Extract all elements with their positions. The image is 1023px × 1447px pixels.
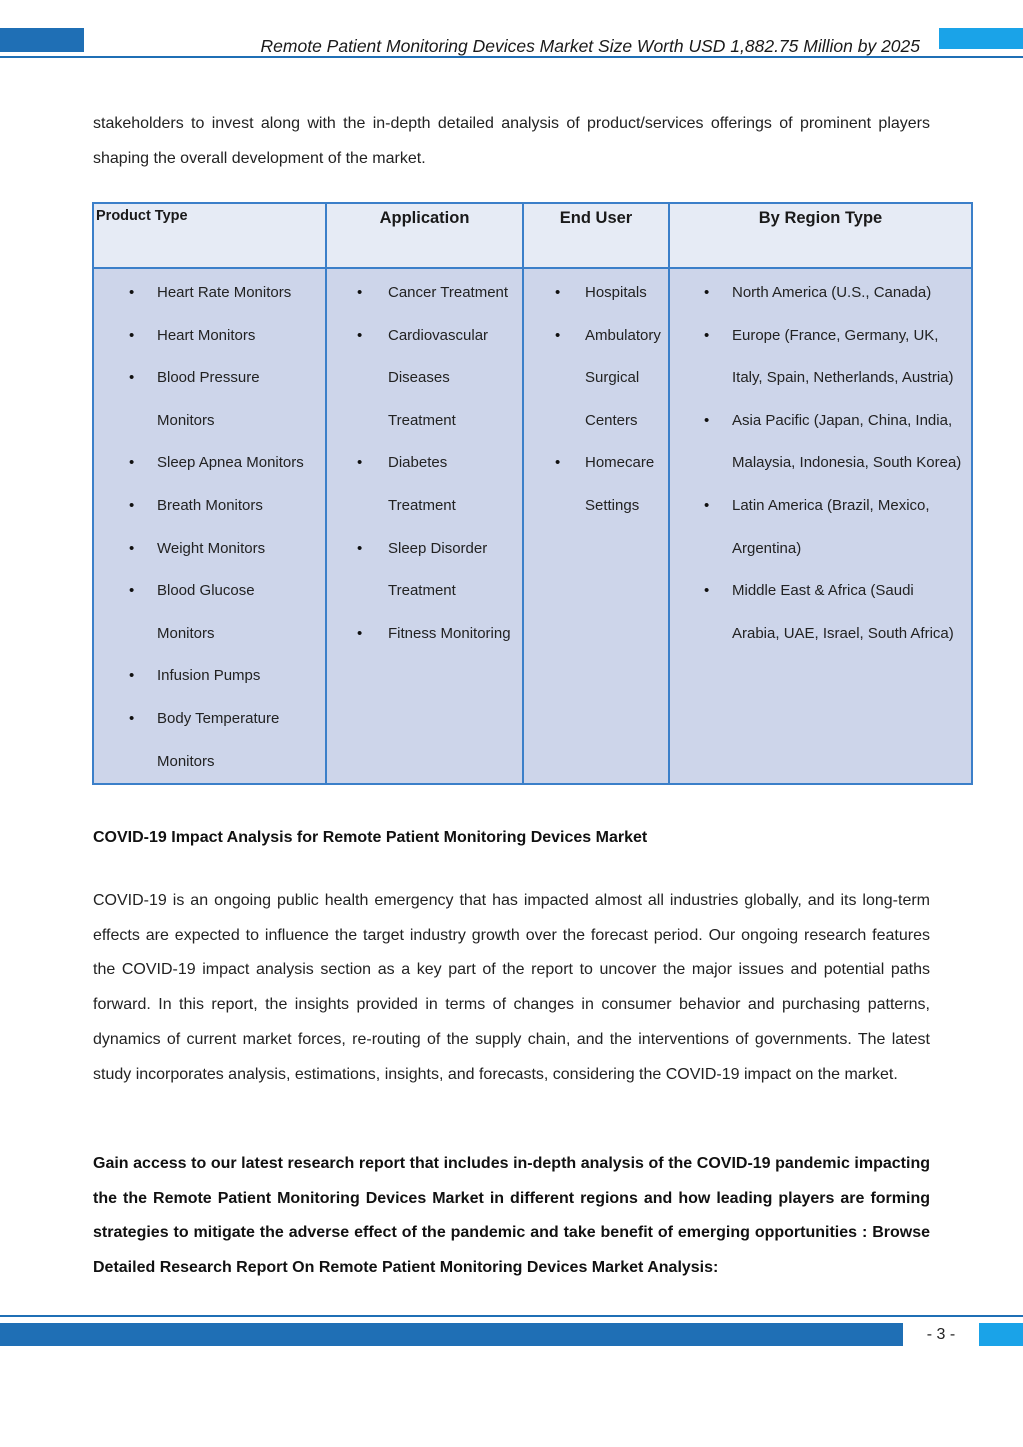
list-item-continued: Italy, Spain, Netherlands, Austria) xyxy=(732,369,954,387)
header-rule xyxy=(0,56,1023,58)
header-region: By Region Type xyxy=(669,203,972,268)
header-application: Application xyxy=(326,203,523,268)
list-item: • Cardiovascular xyxy=(327,315,522,358)
footer-rule xyxy=(0,1315,1023,1317)
list-item-continued: Monitors xyxy=(157,624,215,642)
page-number: - 3 - xyxy=(926,1326,956,1343)
list-item-continued: Centers xyxy=(585,411,638,429)
header-accent-left xyxy=(0,28,84,52)
list-item: • Asia Pacific (Japan, China, India, xyxy=(670,400,971,443)
list-item: • Weight Monitors xyxy=(94,528,325,571)
covid-heading: COVID-19 Impact Analysis for Remote Patient Monitoring Devices Market xyxy=(93,829,648,846)
list-item: • Breath Monitors xyxy=(94,485,325,528)
list-item-continued: Malaysia, Indonesia, South Korea) xyxy=(732,454,962,472)
footer-accent-right xyxy=(979,1323,1023,1346)
footer-bar xyxy=(0,1323,903,1346)
end-user-column xyxy=(523,268,669,784)
list-item: • Sleep Disorder xyxy=(327,528,522,571)
list-item: • Fitness Monitoring xyxy=(327,613,522,656)
header-product-type: Product Type xyxy=(93,203,326,268)
list-item-continued: Diseases xyxy=(388,369,450,387)
header-accent-right xyxy=(939,28,1023,49)
covid-paragraph: COVID-19 is an ongoing public health emergency that has impacted almost all industries globally, and its long-term effects are expected to influence the target industry growth over the forecast period. Our ongoing research features the COVID-19 impact analysis section as a key part of the report to uncover the major issues and potential paths forward. In this report, the insights provided in terms of changes in consumer behavior and purchasing patterns, dynamics of current market forces, re-routing of the supply chain, and the interventions of governments. The latest study incorporates analysis, estimations, insights, and forecasts, considering the COVID-19 impact on the market. xyxy=(93,892,930,1083)
list-item: • Homecare xyxy=(524,442,668,485)
list-item: • Body Temperature xyxy=(94,698,325,741)
segmentation-table xyxy=(92,202,973,785)
list-item: • Blood Pressure xyxy=(94,357,325,400)
list-item: • Blood Glucose xyxy=(94,570,325,613)
list-item: • Heart Monitors xyxy=(94,315,325,358)
list-item-continued: Settings xyxy=(585,496,640,514)
list-item: • Middle East & Africa (Saudi xyxy=(670,570,971,613)
list-item: • Infusion Pumps xyxy=(94,655,325,698)
list-item: • Europe (France, Germany, UK, xyxy=(670,315,971,358)
list-item: • Hospitals xyxy=(524,272,668,315)
list-item-continued: Surgical xyxy=(585,369,640,387)
list-item: • Sleep Apnea Monitors xyxy=(94,442,325,485)
application-column xyxy=(326,268,523,784)
covid-cta-paragraph: Gain access to our latest research report that includes in-depth analysis of the COVID-19 pandemic impacting the the Remote Patient Monitoring Devices Market in different regions and how leading players are forming strategies to mitigate the adverse effect of the pandemic and take benefit of emerging opportunities : Browse Detailed Research Report On Remote Patient Monitoring Devices Market Analysis: xyxy=(93,1155,930,1277)
list-item-continued: Treatment xyxy=(388,411,456,429)
intro-paragraph: stakeholders to invest along with the in-depth detailed analysis of product/services offerings of prominent players shaping the overall development of the market. xyxy=(93,115,930,167)
header-title: Remote Patient Monitoring Devices Market Size Worth USD 1,882.75 Million by 2025 xyxy=(260,36,920,56)
region-column xyxy=(669,268,972,784)
list-item-continued: Arabia, UAE, Israel, South Africa) xyxy=(732,624,954,642)
list-item-continued: Argentina) xyxy=(732,539,802,557)
list-item: • Diabetes xyxy=(327,442,522,485)
product-type-column xyxy=(93,268,326,784)
list-item-continued: Treatment xyxy=(388,496,456,514)
list-item-continued: Monitors xyxy=(157,752,215,770)
list-item-continued: Treatment xyxy=(388,582,456,600)
list-item: • Ambulatory xyxy=(524,315,668,358)
header-end-user: End User xyxy=(523,203,669,268)
list-item: • Heart Rate Monitors xyxy=(94,272,325,315)
list-item-continued: Monitors xyxy=(157,411,215,429)
list-item: • North America (U.S., Canada) xyxy=(670,272,971,315)
list-item: • Latin America (Brazil, Mexico, xyxy=(670,485,971,528)
list-item: • Cancer Treatment xyxy=(327,272,522,315)
